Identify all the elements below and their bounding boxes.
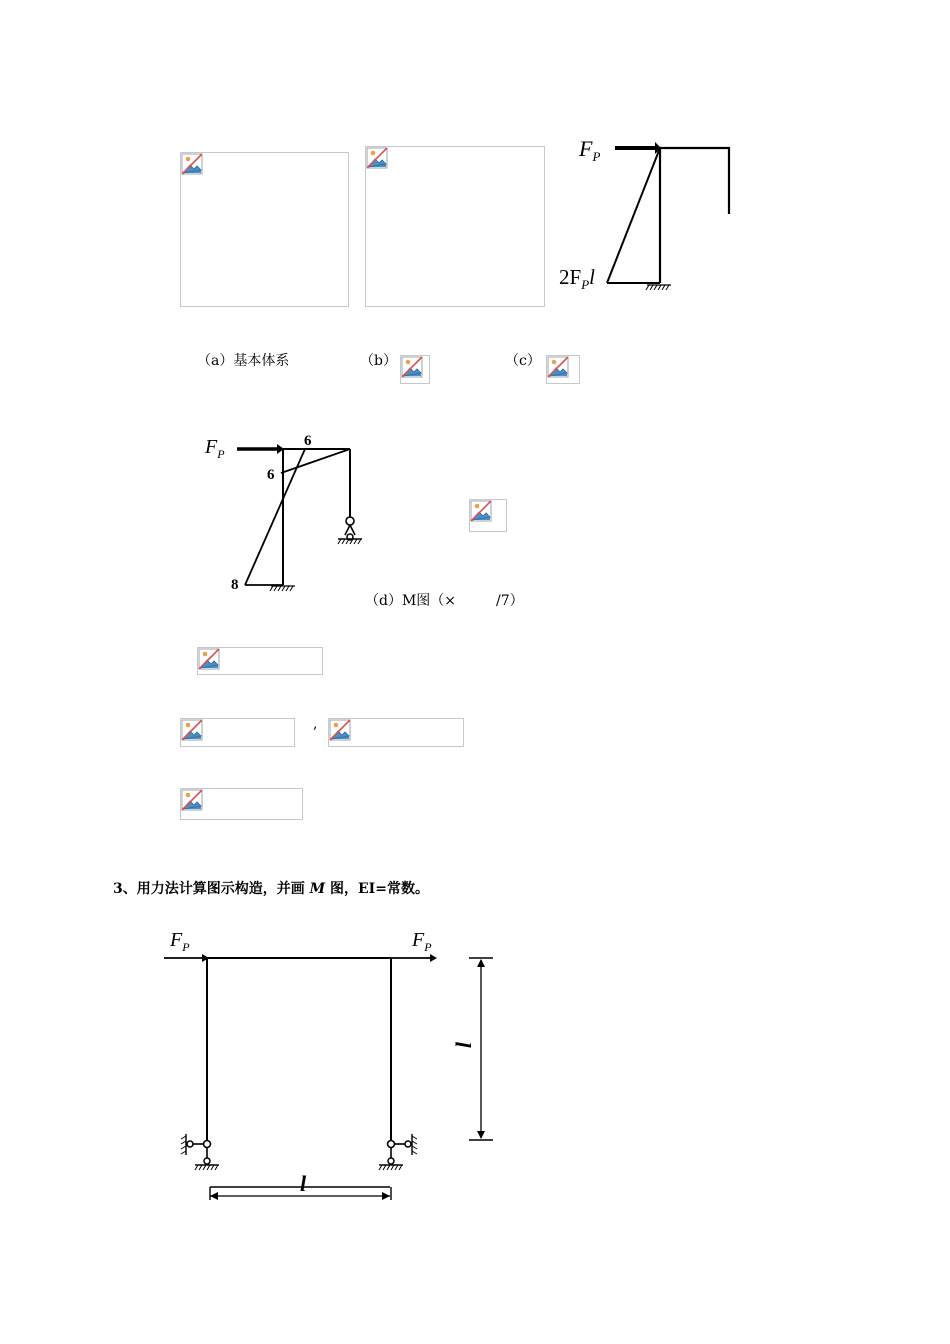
caption-a: （a）基本体系 <box>197 353 290 369</box>
broken-image-icon <box>181 789 203 811</box>
dim-vertical-label: l <box>451 1041 476 1049</box>
value-top: 6 <box>304 433 312 449</box>
broken-image-icon <box>198 648 220 670</box>
moment-symbol: M <box>309 881 326 897</box>
separator-comma: , <box>313 716 318 732</box>
broken-image-icon <box>366 147 388 169</box>
broken-image-icon <box>470 500 492 522</box>
caption-c-image <box>546 355 580 384</box>
left-support <box>181 1134 219 1170</box>
caption-d-prefix: （d）M图（× <box>365 593 457 609</box>
figure-b-image <box>365 146 545 307</box>
equation-image-2 <box>180 718 295 747</box>
broken-image-icon <box>401 356 423 378</box>
broken-image-icon <box>329 719 351 741</box>
caption-d-suffix: /7） <box>496 593 524 609</box>
caption-d <box>365 590 524 610</box>
figure-d-side-image <box>469 499 507 532</box>
question-3-frame-diagram <box>150 915 510 1215</box>
equation-image-1 <box>197 647 323 675</box>
equation-image-3 <box>328 718 464 747</box>
load-label: $F_P$ <box>205 436 225 461</box>
broken-image-icon <box>181 153 203 175</box>
broken-image-icon <box>181 719 203 741</box>
figure-d-diagram <box>195 425 375 605</box>
load-label: $F_P$ <box>579 136 601 164</box>
caption-b: （b） <box>360 353 397 369</box>
equation-image-4 <box>180 788 303 820</box>
moment-label: $2F_Pl$ <box>559 265 595 292</box>
caption-b-image <box>400 355 430 384</box>
load-left-label: $F_P$ <box>170 929 190 954</box>
value-bottom: 8 <box>231 577 239 593</box>
dim-horizontal-label: l <box>299 1171 307 1196</box>
value-mid: 6 <box>267 467 275 483</box>
right-support <box>379 1134 417 1170</box>
figure-a-image <box>180 152 349 307</box>
figure-c-diagram <box>555 130 755 300</box>
caption-c: （c） <box>505 353 541 369</box>
broken-image-icon <box>547 356 569 378</box>
load-right-label: $F_P$ <box>412 929 432 954</box>
question-3-text: 3、用力法计算图示构造，并画 M 图，EI=常数。 <box>113 881 429 897</box>
